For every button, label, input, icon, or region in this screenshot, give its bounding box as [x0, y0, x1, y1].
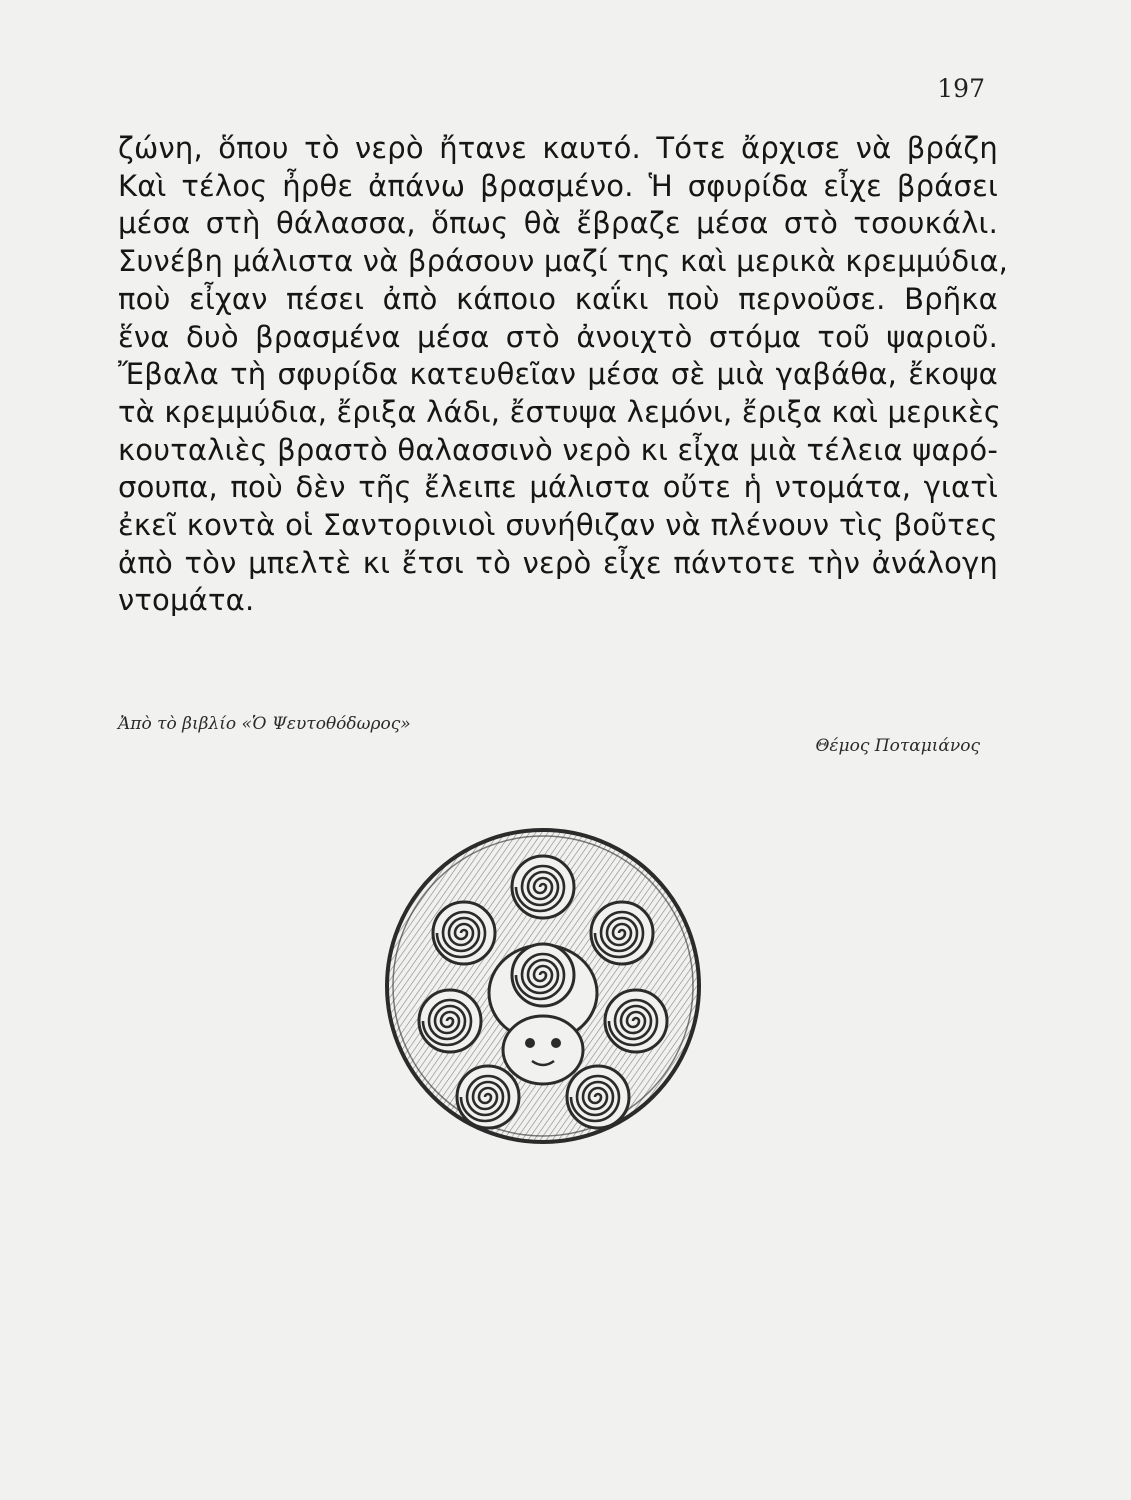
attribution-author: Θέμος Ποταμιάνος: [815, 736, 980, 756]
text-line: Συνέβη μάλιστα νὰ βράσουν μαζί της καὶ μερικὰ κρεμμύδια,: [118, 244, 1009, 279]
text-line: κουταλιὲς βραστὸ θαλασσινὸ νερὸ κι εἶχα μιὰ τέλεια ψαρό-: [118, 432, 998, 467]
text-line: σουπα, ποὺ δὲν τῆς ἔλειπε μάλιστα οὔτε ἡ ντομάτα, γιατὶ: [118, 470, 998, 505]
text-line: ἀπὸ τὸν μπελτὲ κι ἔτσι τὸ νερὸ εἶχε πάντοτε τὴν ἀνάλογη: [118, 545, 998, 580]
page-number: 197: [937, 74, 985, 103]
text-line: Ἔβαλα τὴ σφυρίδα κατευθεῖαν μέσα σὲ μιὰ γαβάθα, ἔκοψα: [118, 357, 998, 392]
text-line: ἐκεῖ κοντὰ οἱ Σαντορινιοὶ συνήθιζαν νὰ πλένουν τὶς βοῦτες: [118, 508, 998, 543]
text-line-last: ντομάτα.: [118, 583, 255, 618]
text-line: ζώνη, ὅπου τὸ νερὸ ἤτανε καυτό. Τότε ἄρχισε νὰ βράζη: [118, 131, 998, 165]
spiral-circle-ornament-icon: [382, 825, 704, 1147]
text-line: τὰ κρεμμύδια, ἔριξα λάδι, ἔστυψα λεμόνι, ἔριξα καὶ μερικὲς: [118, 394, 1002, 429]
text-line: ποὺ εἶχαν πέσει ἀπὸ κάποιο καΐκι ποὺ περνοῦσε. Βρῆκα: [118, 281, 998, 316]
attribution-source: Ἀπὸ τὸ βιβλίο «Ὁ Ψευτοθόδωρος»: [118, 714, 411, 734]
text-line: Καὶ τέλος ἦρθε ἀπάνω βρασμένο. Ἡ σφυρίδα εἶχε βράσει: [118, 168, 998, 203]
body-text: [118, 130, 1009, 620]
text-line: μέσα στὴ θάλασσα, ὅπως θὰ ἔβραζε μέσα στὸ τσουκάλι.: [118, 206, 998, 241]
text-line: ἕνα δυὸ βρασμένα μέσα στὸ ἀνοιχτὸ στόμα τοῦ ψαριοῦ.: [118, 319, 998, 354]
